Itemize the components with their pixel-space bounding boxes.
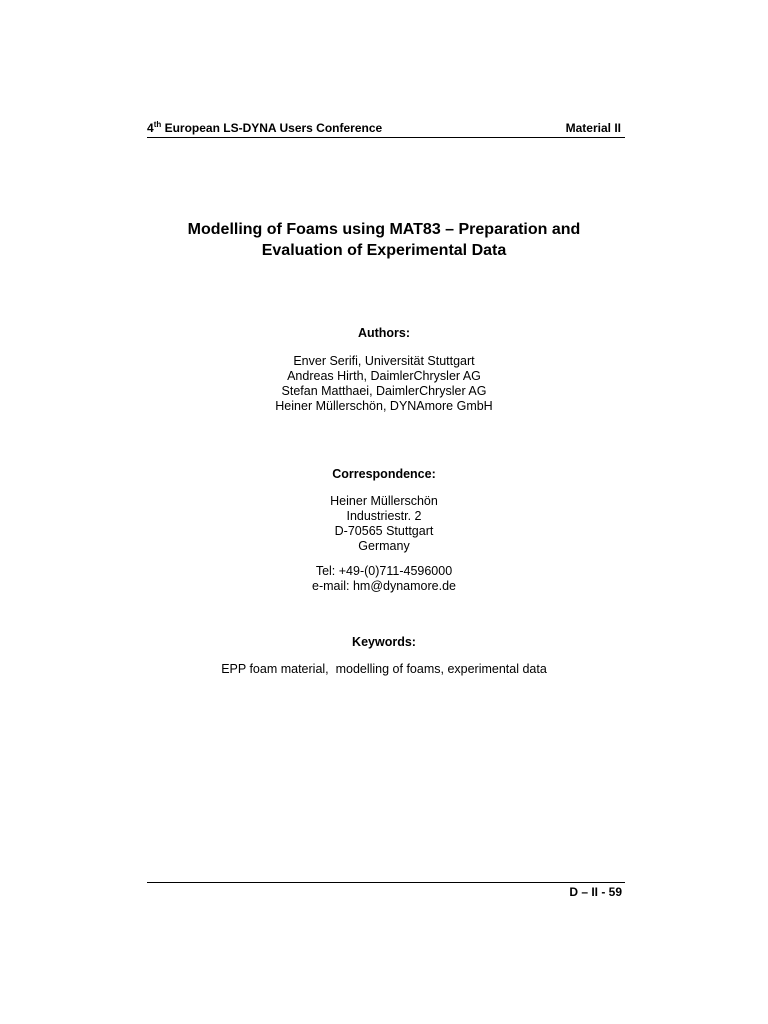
address-city: D-70565 Stuttgart [334,524,434,538]
conference-title: European LS-DYNA Users Conference [161,121,383,135]
contact-email[interactable]: e-mail: hm@dynamore.de [312,579,456,593]
authors-list [140,354,628,414]
author-4: Heiner Müllerschön, DYNAmore GmbH [275,399,493,413]
page-number: D – II - 59 [569,885,622,899]
title-line-2: Evaluation of Experimental Data [261,242,507,259]
keywords-text: EPP foam material, modelling of foams, experimental data [221,662,547,676]
conference-ordinal: th [153,120,162,129]
keywords-heading: Keywords: [352,635,416,649]
author-1: Enver Serifi, Universität Stuttgart [293,354,475,368]
paper-title [140,219,628,261]
correspondence-address [140,494,628,554]
footer-divider [147,882,625,883]
section-label: Material II [565,121,621,135]
correspondence-contact [140,564,628,594]
authors-heading: Authors: [357,326,411,340]
running-header [147,119,625,138]
address-name: Heiner Müllerschön [330,494,438,508]
author-3: Stefan Matthaei, DaimlerChrysler AG [281,384,487,398]
title-line-1: Modelling of Foams using MAT83 – Preparation and [187,221,581,238]
address-street: Industriestr. 2 [346,509,422,523]
conference-number: 4 [147,121,154,135]
conference-name [147,121,382,135]
author-2: Andreas Hirth, DaimlerChrysler AG [287,369,481,383]
correspondence-heading: Correspondence: [332,467,436,481]
contact-phone: Tel: +49-(0)711-4596000 [315,564,453,578]
address-country: Germany [358,539,410,553]
